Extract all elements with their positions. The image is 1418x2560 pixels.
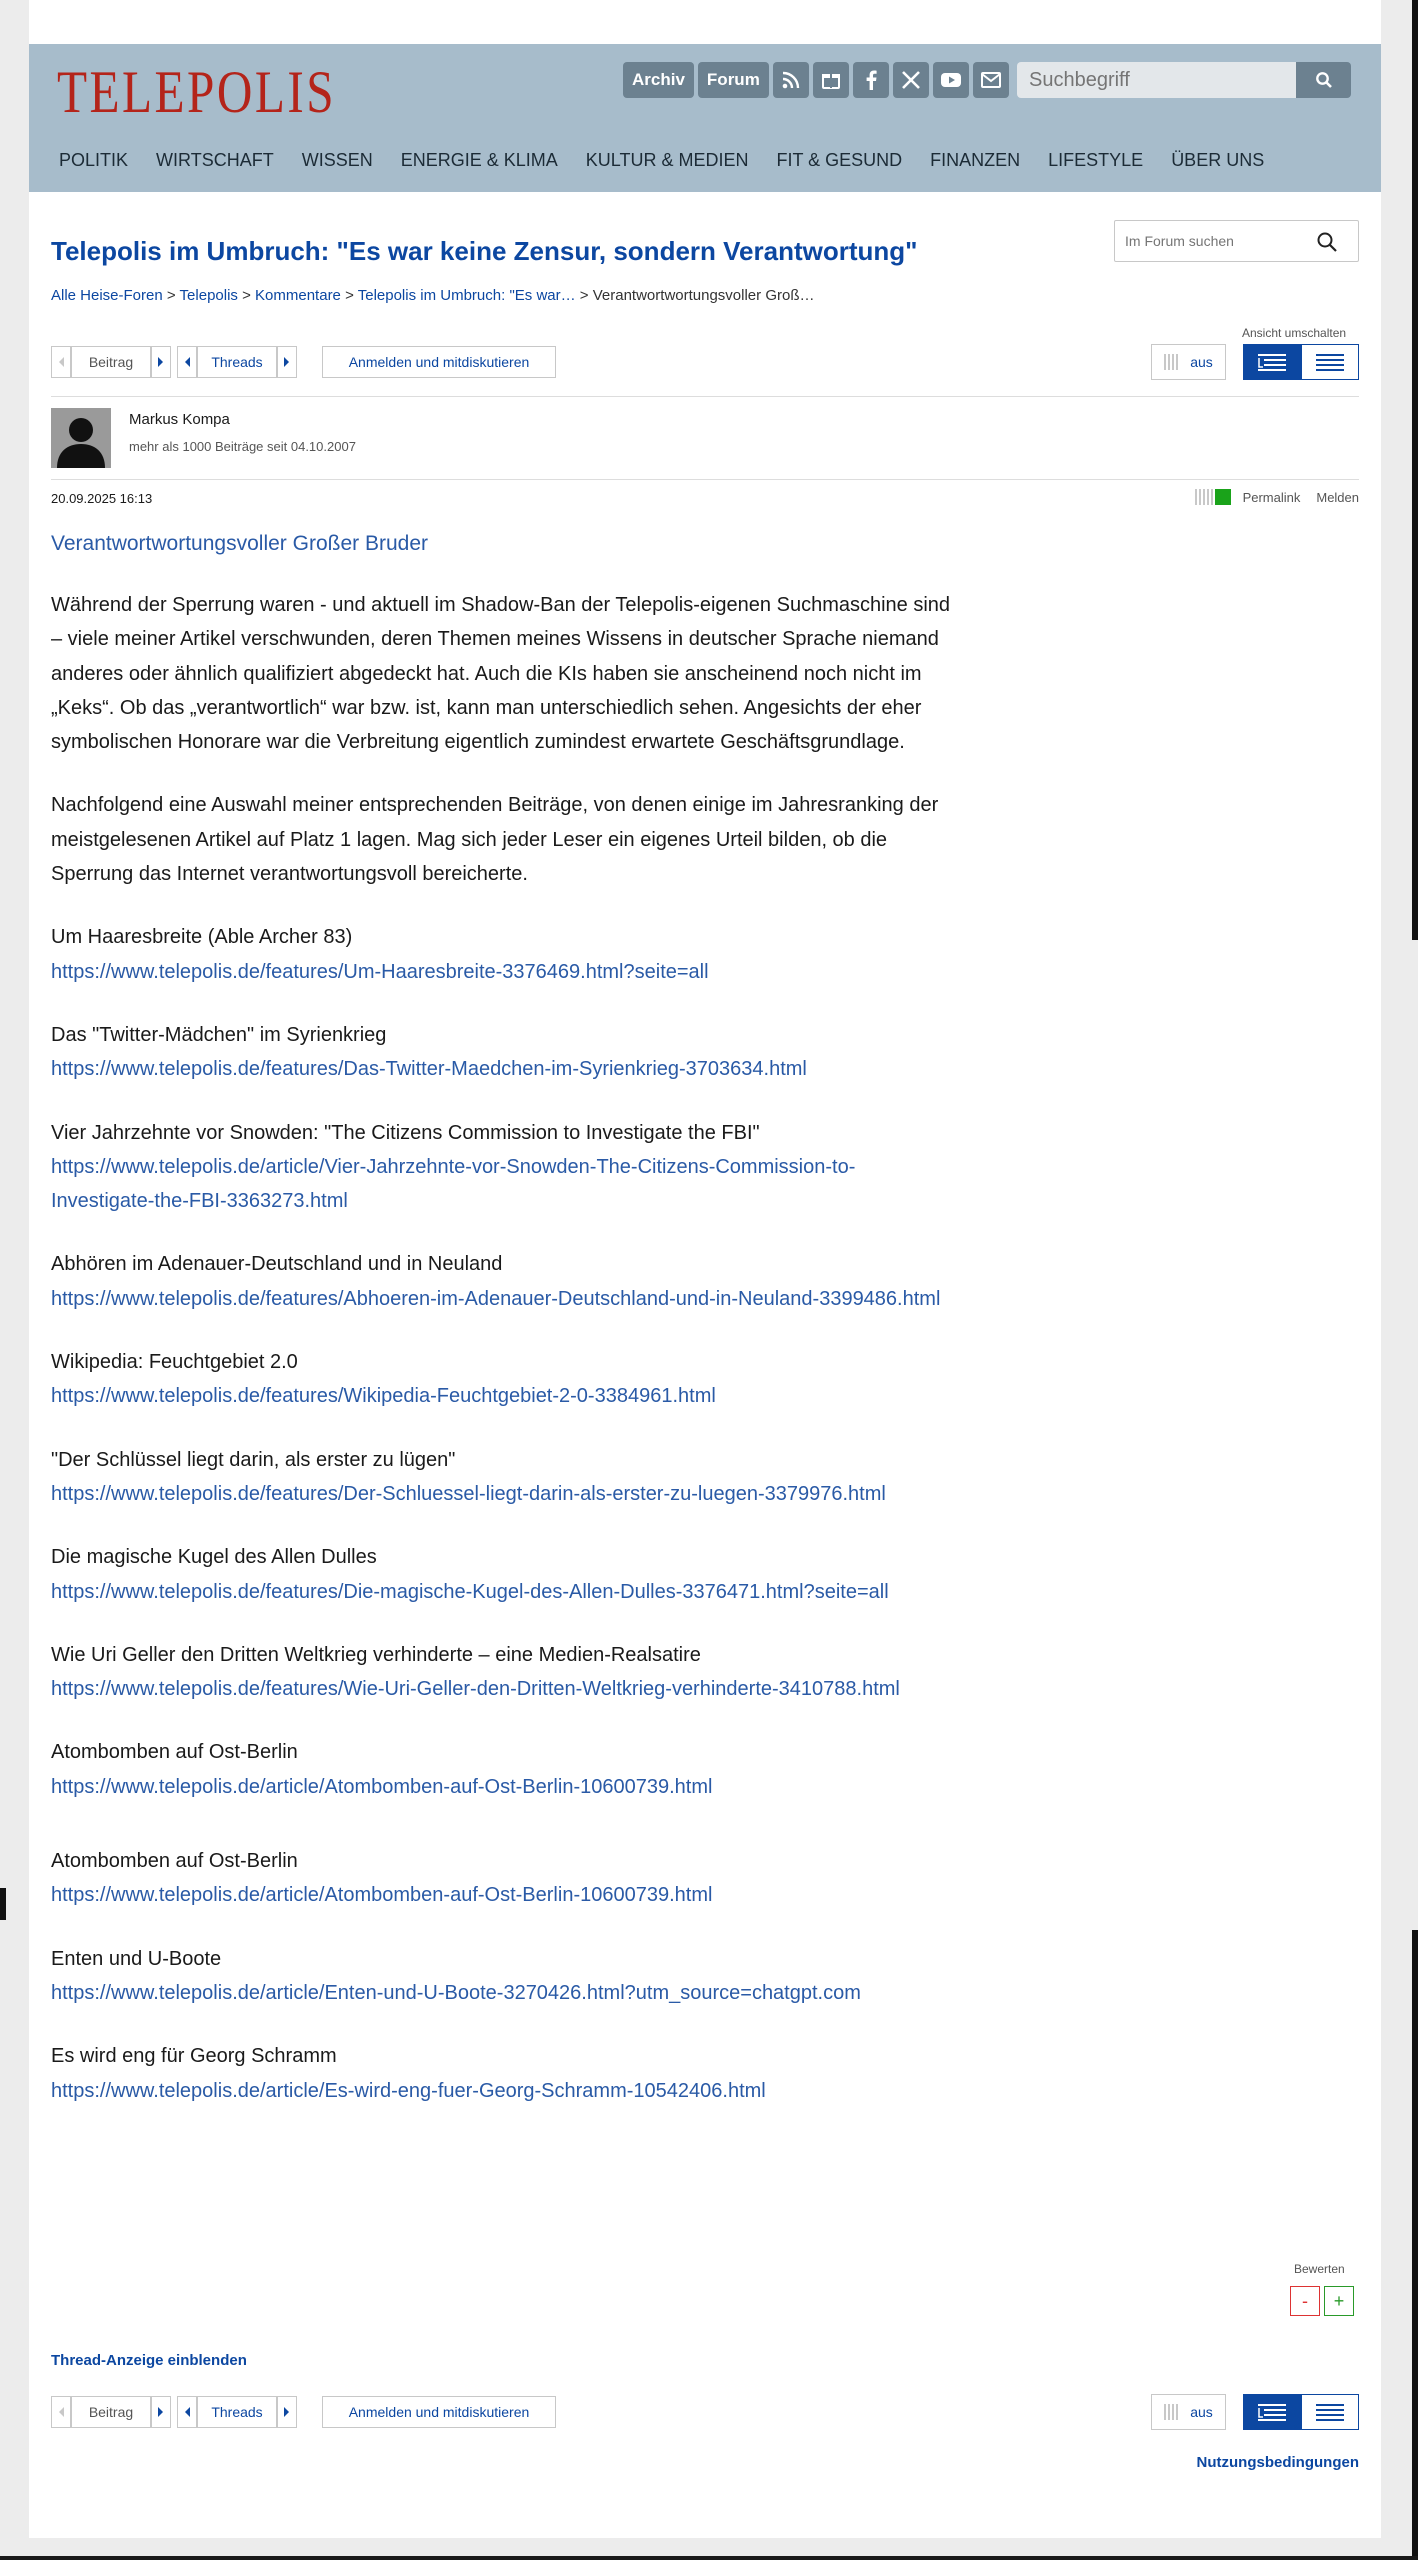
flat-view-button[interactable] [1301, 344, 1359, 380]
post-pager [51, 346, 297, 378]
breadcrumb-thread[interactable]: Telepolis im Umbruch: "Es war… [357, 287, 576, 304]
mail-icon[interactable] [973, 62, 1009, 98]
chevron-left-icon [57, 2406, 65, 2418]
prev-post-button[interactable] [51, 2396, 71, 2428]
list-item: "Der Schlüssel liegt darin, als erster zu lügen" https://www.telepolis.de/features/Der-Schluessel-liegt-darin-als-erster-zu-luegen-3379976.html [51, 1443, 951, 1512]
permalink-link[interactable]: Permalink [1242, 489, 1301, 505]
chevron-left-icon [183, 2406, 191, 2418]
flat-view-icon [1314, 2402, 1346, 2422]
join-discussion-button[interactable]: Anmelden und mitdiskutieren [322, 346, 556, 378]
terms-link[interactable]: Nutzungsbedingungen [1196, 2454, 1359, 2471]
post-actions [1195, 489, 1359, 505]
archiv-button[interactable]: Archiv [623, 62, 694, 98]
breadcrumb-kommentare[interactable]: Kommentare [255, 287, 341, 304]
rating-display-toggle[interactable]: aus [1151, 344, 1226, 380]
youtube-icon[interactable] [933, 62, 969, 98]
x-icon[interactable] [893, 62, 929, 98]
list-item: Das "Twitter-Mädchen" im Syrienkrieg https://www.telepolis.de/features/Das-Twitter-Maedchen-im-Syrienkrieg-3703634.html [51, 1018, 951, 1087]
scrollbar [0, 1888, 6, 1920]
list-item: Enten und U-Boote https://www.telepolis.de/article/Enten-und-U-Boote-3270426.html?utm_source=chatgpt.com [51, 1942, 951, 2011]
view-switch-label: Ansicht umschalten [1242, 326, 1347, 340]
article-link[interactable]: https://www.telepolis.de/features/Wie-Uri-Geller-den-Dritten-Weltkrieg-verhinderte-3410788.html [51, 1678, 900, 1701]
chevron-left-icon [57, 356, 65, 368]
threaded-view-icon [1256, 352, 1288, 372]
toolbar-bottom [51, 2394, 1359, 2430]
join-discussion-button[interactable]: Anmelden und mitdiskutieren [322, 2396, 556, 2428]
article-link[interactable]: https://www.telepolis.de/features/Das-Twitter-Maedchen-im-Syrienkrieg-3703634.html [51, 1058, 807, 1081]
post-pager [51, 2396, 297, 2428]
threaded-view-icon [1256, 2402, 1288, 2422]
nav-fit-gesund[interactable]: FIT & GESUND [776, 150, 903, 170]
forum-search-input[interactable] [1125, 233, 1305, 249]
view-toggle [1151, 344, 1359, 380]
divider [51, 479, 1359, 480]
site-search [1017, 62, 1351, 98]
forum-button[interactable]: Forum [698, 62, 769, 98]
list-item: Es wird eng für Georg Schramm https://www.telepolis.de/article/Es-wird-eng-fuer-Georg-Schramm-10542406.html [51, 2039, 951, 2108]
site-search-input[interactable] [1017, 62, 1296, 98]
nav-finanzen[interactable]: FINANZEN [930, 150, 1021, 170]
article-link[interactable]: https://www.telepolis.de/article/Enten-und-U-Boote-3270426.html?utm_source=chatgpt.com [51, 1981, 861, 2004]
list-item: Um Haaresbreite (Able Archer 83) https://www.telepolis.de/features/Um-Haaresbreite-3376469.html?seite=all [51, 920, 951, 989]
chevron-right-icon [157, 356, 165, 368]
threads-label[interactable]: Threads [197, 2396, 277, 2428]
site-header [29, 44, 1381, 192]
next-thread-button[interactable] [277, 346, 297, 378]
header-buttons [623, 62, 1009, 98]
list-item: Wie Uri Geller den Dritten Weltkrieg verhinderte – eine Medien-Realsatire https://www.telepolis.de/features/Wie-Uri-Geller-den-Dritten-Weltkrieg-verhinderte-3410788.html [51, 1638, 951, 1707]
newsletter-gift-icon[interactable] [813, 62, 849, 98]
facebook-icon[interactable] [853, 62, 889, 98]
beitrag-label: Beitrag [71, 346, 151, 378]
article-link[interactable]: https://www.telepolis.de/features/Der-Schluessel-liegt-darin-als-erster-zu-luegen-3379976.html [51, 1482, 886, 1505]
threaded-view-button[interactable] [1243, 344, 1301, 380]
post-title: Verantwortwortungsvoller Großer Bruder [51, 532, 428, 555]
rate-label: Bewerten [1294, 2262, 1345, 2276]
user-silhouette-icon [51, 408, 111, 468]
list-item: Abhören im Adenauer-Deutschland und in Neuland https://www.telepolis.de/features/Abhoeren-im-Adenauer-Deutschland-und-in-Neuland-3399486.html [51, 1247, 951, 1316]
scrollbar[interactable] [1412, 0, 1418, 940]
forum-search [1114, 220, 1359, 262]
nav-energie-klima[interactable]: ENERGIE & KLIMA [400, 150, 558, 170]
search-icon [1315, 71, 1333, 89]
threaded-view-button[interactable] [1243, 2394, 1301, 2430]
chevron-left-icon [183, 356, 191, 368]
rate-minus-button[interactable]: - [1290, 2286, 1320, 2316]
list-item: Atombomben auf Ost-Berlin https://www.telepolis.de/article/Atombomben-auf-Ost-Berlin-10600739.html [51, 1735, 951, 1804]
report-link[interactable]: Melden [1316, 489, 1359, 505]
toolbar-top [51, 344, 1359, 380]
breadcrumb-heise-foren[interactable]: Alle Heise-Foren [51, 287, 163, 304]
next-post-button[interactable] [151, 346, 171, 378]
list-item: Vier Jahrzehnte vor Snowden: "The Citizens Commission to Investigate the FBI" https://www.telepolis.de/article/Vier-Jahrzehnte-vor-Snowden-The-Citizens-Commission-to-Investigate-the-FBI-3363273.html [51, 1116, 951, 1219]
rating-bars-icon [1164, 2404, 1180, 2420]
nav-lifestyle[interactable]: LIFESTYLE [1048, 150, 1144, 170]
chevron-right-icon [157, 2406, 165, 2418]
post-body [51, 588, 951, 2137]
search-button[interactable] [1296, 62, 1351, 98]
page-title[interactable]: Telepolis im Umbruch: "Es war keine Zensur, sondern Verantwortung" [51, 236, 918, 266]
flat-view-button[interactable] [1301, 2394, 1359, 2430]
nav-politik[interactable]: POLITIK [59, 150, 129, 170]
threads-label[interactable]: Threads [197, 346, 277, 378]
scrollbar[interactable] [1412, 1930, 1418, 2560]
article-link[interactable]: https://www.telepolis.de/features/Abhoeren-im-Adenauer-Deutschland-und-in-Neuland-3399486.html [51, 1287, 941, 1310]
post-rating-bar [1195, 489, 1231, 505]
divider [0, 2556, 1418, 2560]
article-link[interactable]: https://www.telepolis.de/article/Vier-Jahrzehnte-vor-Snowden-The-Citizens-Commission-to-Investigate-the-FBI-3363273.html [51, 1155, 856, 1213]
article-link[interactable]: https://www.telepolis.de/features/Die-magische-Kugel-des-Allen-Dulles-3376471.html?seite=all [51, 1580, 889, 1603]
next-thread-button[interactable] [277, 2396, 297, 2428]
article-link[interactable]: https://www.telepolis.de/article/Atombomben-auf-Ost-Berlin-10600739.html [51, 1775, 713, 1798]
breadcrumb-current: Verantwortwortungsvoller Groß… [592, 287, 815, 304]
list-item: Wikipedia: Feuchtgebiet 2.0 https://www.telepolis.de/features/Wikipedia-Feuchtgebiet-2-0-3384961.html [51, 1345, 951, 1414]
list-item: Die magische Kugel des Allen Dulles https://www.telepolis.de/features/Die-magische-Kugel-des-Allen-Dulles-3376471.html?seite=all [51, 1540, 951, 1609]
post-date: 20.09.2025 16:13 [51, 491, 153, 506]
list-item: Atombomben auf Ost-Berlin https://www.telepolis.de/article/Atombomben-auf-Ost-Berlin-10600739.html [51, 1844, 951, 1913]
breadcrumb: Alle Heise-Foren > Telepolis > Kommentare > Telepolis im Umbruch: "Es war… > Verantwortwortungsvoller Groß… [51, 287, 815, 304]
post-paragraph: Nachfolgend eine Auswahl meiner entsprechenden Beiträge, von denen einige im Jahresranking der meistgelesenen Artikel auf Platz 1 lagen. Mag sich jeder Leser ein eigenes Urteil bilden, ob die Sperrung das Internet verantwortungsvoll bereicherte. [51, 794, 939, 886]
author-meta: mehr als 1000 Beiträge seit 04.10.2007 [129, 439, 356, 454]
article-link[interactable]: https://www.telepolis.de/article/Es-wird-eng-fuer-Georg-Schramm-10542406.html [51, 2079, 766, 2102]
nav-kultur-medien[interactable]: KULTUR & MEDIEN [585, 150, 749, 170]
post-paragraph: Während der Sperrung waren - und aktuell im Shadow-Ban der Telepolis-eigenen Suchmaschine sind – viele meiner Artikel verschwunden, deren Themen meines Wissens in deutscher Sprache niemand anderes oder ähnlich qualifiziert abgedeckt hat. Auch die KIs haben sie anscheinend noch nicht im „Keks“. Ob das „verantwortlich“ war bzw. ist, kann man unterschiedlich sehen. Angesichts der eher symbolischen Honorare war die Verbreitung eigentlich zumindest erwartete Geschäftsgrundlage. [51, 594, 951, 754]
article-link[interactable]: https://www.telepolis.de/article/Atombomben-auf-Ost-Berlin-10600739.html [51, 1884, 713, 1907]
article-link[interactable]: https://www.telepolis.de/features/Um-Haaresbreite-3376469.html?seite=all [51, 960, 709, 983]
rate-plus-button[interactable]: + [1324, 2286, 1354, 2316]
beitrag-label: Beitrag [71, 2396, 151, 2428]
prev-post-button[interactable] [51, 346, 71, 378]
nav-wirtschaft[interactable]: WIRTSCHAFT [156, 150, 274, 170]
rss-icon[interactable] [773, 62, 809, 98]
rating-display-toggle[interactable]: aus [1151, 2394, 1226, 2430]
main-nav [59, 150, 1292, 171]
article-link[interactable]: https://www.telepolis.de/features/Wikipedia-Feuchtgebiet-2-0-3384961.html [51, 1385, 716, 1408]
chevron-right-icon [283, 2406, 291, 2418]
flat-view-icon [1314, 352, 1346, 372]
prev-thread-button[interactable] [177, 2396, 197, 2428]
nav-wissen[interactable]: WISSEN [301, 150, 373, 170]
search-icon[interactable] [1316, 231, 1338, 258]
author-name[interactable]: Markus Kompa [129, 411, 230, 428]
view-toggle [1151, 2394, 1359, 2430]
nav-ueber-uns[interactable]: ÜBER UNS [1171, 150, 1265, 170]
telepolis-logo[interactable]: TELEPOLIS [57, 59, 337, 125]
show-thread-link[interactable]: Thread-Anzeige einblenden [51, 2352, 247, 2369]
rating-bars-icon [1164, 354, 1180, 370]
divider [51, 396, 1359, 397]
chevron-right-icon [283, 356, 291, 368]
avatar[interactable] [51, 408, 111, 468]
breadcrumb-telepolis[interactable]: Telepolis [179, 287, 238, 304]
prev-thread-button[interactable] [177, 346, 197, 378]
next-post-button[interactable] [151, 2396, 171, 2428]
